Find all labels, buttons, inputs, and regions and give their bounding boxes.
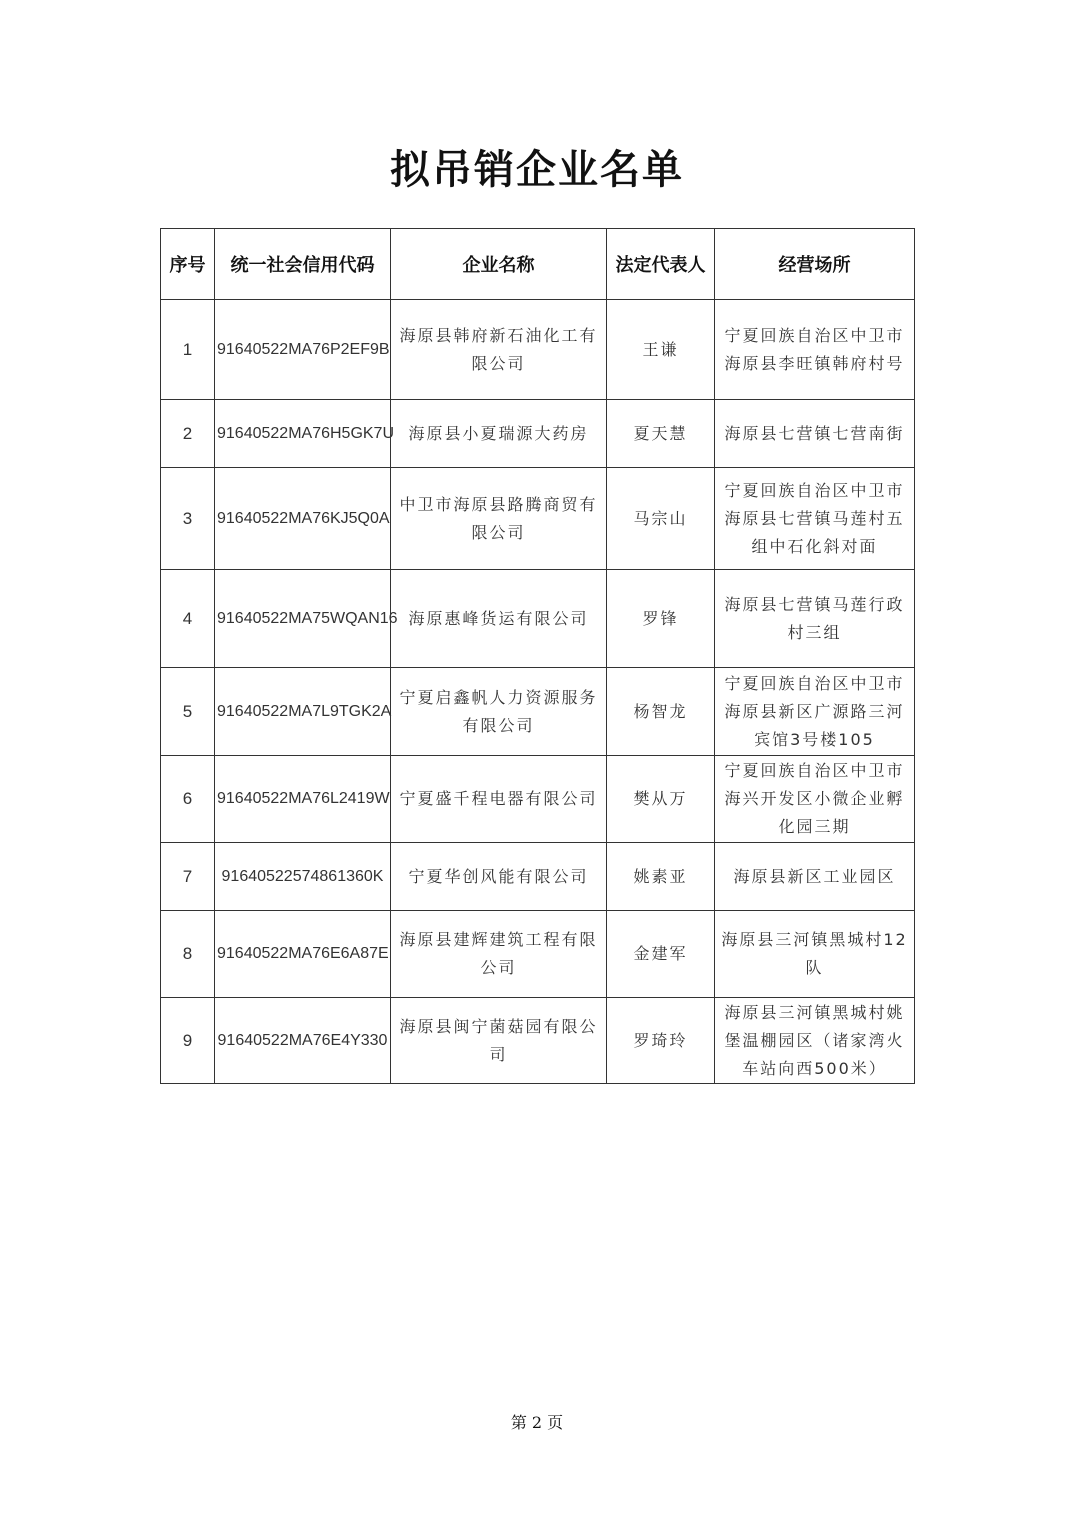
- enterprise-table: [160, 228, 915, 1084]
- cell-seq: 8: [161, 911, 215, 998]
- cell-company-name: 海原县小夏瑞源大药房: [391, 400, 607, 468]
- cell-company-name: 宁夏盛千程电器有限公司: [391, 756, 607, 843]
- header-credit-code: 统一社会信用代码: [215, 229, 391, 300]
- cell-legal-rep: 马宗山: [607, 468, 715, 570]
- cell-credit-code: 91640522MA76P2EF9B: [215, 300, 391, 400]
- cell-company-name: 宁夏华创风能有限公司: [391, 843, 607, 911]
- cell-seq: 7: [161, 843, 215, 911]
- cell-address: 宁夏回族自治区中卫市海兴开发区小微企业孵化园三期: [715, 756, 915, 843]
- cell-address: 海原县三河镇黑城村姚堡温棚园区（诸家湾火车站向西500米）: [715, 998, 915, 1084]
- cell-address: 海原县三河镇黑城村12队: [715, 911, 915, 998]
- table-row: [161, 911, 915, 998]
- cell-seq: 4: [161, 570, 215, 668]
- cell-legal-rep: 杨智龙: [607, 668, 715, 756]
- cell-credit-code: 91640522MA76L2419W: [215, 756, 391, 843]
- cell-credit-code: 91640522MA76E4Y330: [215, 998, 391, 1084]
- cell-credit-code: 91640522574861360K: [215, 843, 391, 911]
- cell-address: 宁夏回族自治区中卫市海原县新区广源路三河宾馆3号楼105: [715, 668, 915, 756]
- cell-address: 海原县七营镇马莲行政村三组: [715, 570, 915, 668]
- cell-credit-code: 91640522MA76E6A87E: [215, 911, 391, 998]
- cell-company-name: 宁夏启鑫帆人力资源服务有限公司: [391, 668, 607, 756]
- cell-legal-rep: 王谦: [607, 300, 715, 400]
- table-row: [161, 998, 915, 1084]
- cell-address: 海原县七营镇七营南街: [715, 400, 915, 468]
- header-legal-rep: 法定代表人: [607, 229, 715, 300]
- table-row: [161, 300, 915, 400]
- cell-seq: 1: [161, 300, 215, 400]
- cell-seq: 2: [161, 400, 215, 468]
- cell-legal-rep: 夏天慧: [607, 400, 715, 468]
- cell-legal-rep: 罗锋: [607, 570, 715, 668]
- cell-seq: 9: [161, 998, 215, 1084]
- cell-legal-rep: 金建军: [607, 911, 715, 998]
- page-title: 拟吊销企业名单: [390, 146, 684, 193]
- cell-seq: 3: [161, 468, 215, 570]
- header-address: 经营场所: [715, 229, 915, 300]
- cell-company-name: 海原县韩府新石油化工有限公司: [391, 300, 607, 400]
- page-number: 第 2 页: [510, 1413, 564, 1432]
- table-header-row: [161, 229, 915, 300]
- table-row: [161, 756, 915, 843]
- cell-company-name: 海原县闽宁菌菇园有限公司: [391, 998, 607, 1084]
- table-row: [161, 668, 915, 756]
- cell-credit-code: 91640522MA76H5GK7U: [215, 400, 391, 468]
- table-row: [161, 843, 915, 911]
- cell-seq: 6: [161, 756, 215, 843]
- cell-legal-rep: 樊从万: [607, 756, 715, 843]
- cell-company-name: 中卫市海原县路腾商贸有限公司: [391, 468, 607, 570]
- cell-credit-code: 91640522MA7L9TGK2A: [215, 668, 391, 756]
- cell-credit-code: 91640522MA76KJ5Q0A: [215, 468, 391, 570]
- table-row: [161, 570, 915, 668]
- cell-credit-code: 91640522MA75WQAN16: [215, 570, 391, 668]
- cell-company-name: 海原惠峰货运有限公司: [391, 570, 607, 668]
- table-row: [161, 468, 915, 570]
- header-company-name: 企业名称: [391, 229, 607, 300]
- cell-legal-rep: 罗琦玲: [607, 998, 715, 1084]
- cell-legal-rep: 姚素亚: [607, 843, 715, 911]
- cell-address: 海原县新区工业园区: [715, 843, 915, 911]
- header-seq: 序号: [161, 229, 215, 300]
- cell-address: 宁夏回族自治区中卫市海原县李旺镇韩府村号: [715, 300, 915, 400]
- cell-company-name: 海原县建辉建筑工程有限公司: [391, 911, 607, 998]
- cell-address: 宁夏回族自治区中卫市海原县七营镇马莲村五组中石化斜对面: [715, 468, 915, 570]
- table-row: [161, 400, 915, 468]
- cell-seq: 5: [161, 668, 215, 756]
